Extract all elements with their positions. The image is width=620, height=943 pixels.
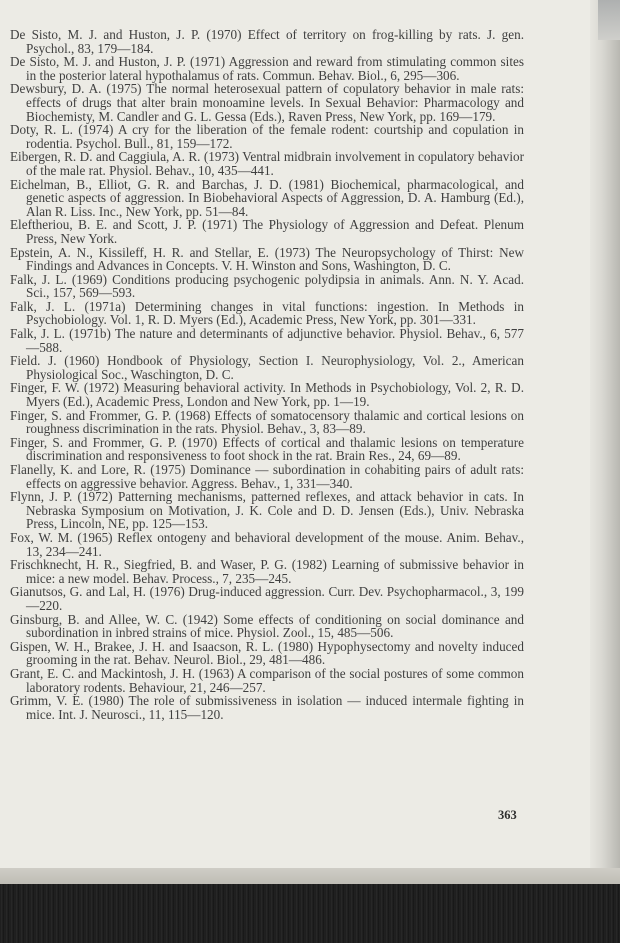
book-spine-shadow (590, 0, 620, 880)
reference-entry: Dewsbury, D. A. (1975) The normal heterosexual pattern of copulatory behavior in male rats: effects of drugs that alter brain monoamine levels. In Sexual Behavior: Pharmacology and Biochemisty, M. Candler and G. L. Gessa (Eds.), Raven Press, New York, pp. 169—179. (10, 81, 524, 124)
reference-entry: Eleftheriou, B. E. and Scott, J. P. (1971) The Physiology of Aggression and Defeat. Plenum Press, New York. (10, 217, 524, 246)
reference-entry: Ginsburg, B. and Allee, W. C. (1942) Some effects of conditioning on social dominance and subordination in inbred strains of mice. Physiol. Zool., 15, 485—506. (10, 611, 524, 641)
spine-corner (598, 0, 620, 40)
reference-entry: Finger, F. W. (1972) Measuring behavioral activity. In Methods in Psychobiology, Vol. 2, R. D. Myers (Ed.), Academic Press, London and New York, pp. 1—19. (10, 380, 524, 410)
reference-entry: Falk, J. L. (1969) Conditions producing psychogenic polydipsia in animals. Ann. N. Y. Acad. Sci., 157, 569—593. (10, 271, 524, 301)
reference-entry: Finger, S. and Frommer, G. P. (1970) Effects of cortical and thalamic lesions on temperature discrimination and responsiveness to foot shock in the rat. Brain Res., 24, 69—89. (10, 434, 524, 464)
reference-entry: Doty, R. L. (1974) A cry for the liberation of the female rodent: courtship and copulation in rodentia. Psychol. Bull., 81, 159—172. (10, 122, 524, 151)
reference-entry: Gispen, W. H., Brakee, J. H. and Isaacson, R. L. (1980) Hypophysectomy and novelty induced grooming in the rat. Behav. Neurol. Biol., 29, 481—486. (10, 638, 524, 668)
reference-entry: Epstein, A. N., Kissileff, H. R. and Stellar, E. (1973) The Neuropsychology of Thirst: New Findings and Advances in Concepts. V. H. Winston and Sons, Washington, D. C. (10, 244, 524, 274)
reference-entry: Eibergen, R. D. and Caggiula, A. R. (1973) Ventral midbrain involvement in copulatory behavior of the male rat. Physiol. Behav., 10, 435—441. (10, 149, 524, 178)
reference-entry: Falk, J. L. (1971a) Determining changes in vital functions: ingestion. In Methods in Psychobiology. Vol. 1, R. D. Myers (Ed.), Academic Press, New York, pp. 301—331. (10, 298, 524, 328)
page-number: 363 (498, 808, 517, 822)
reference-entry: Frischknecht, H. R., Siegfried, B. and Waser, P. G. (1982) Learning of submissive behavior in mice: a new model. Behav. Process., 7, 235—245. (10, 557, 524, 586)
book-page-edges (0, 884, 620, 943)
reference-entry: Grant, E. C. and Mackintosh, J. H. (1963) A comparison of the social postures of some common laboratory rodents. Behaviour, 21, 246—257. (10, 665, 524, 695)
reference-entry: Flanelly, K. and Lore, R. (1975) Dominance — subordination in cohabiting pairs of adult rats: effects on aggressive behavior. Aggress. Behav., 1, 331—340. (10, 462, 524, 491)
reference-entry: Gianutsos, G. and Lal, H. (1976) Drug-induced aggression. Curr. Dev. Psychopharmacol., 3, 199—220. (10, 584, 524, 613)
reference-entry: Finger, S. and Frommer, G. P. (1968) Effects of somatocensory thalamic and cortical lesions on roughness discrimination in the rats. Physiol. Behav., 3, 83—89. (10, 407, 524, 437)
reference-entry: De Sisto, M. J. and Huston, J. P. (1970) Effect of territory on frog-killing by rats. J. gen. Psychol., 83, 179—184. (10, 27, 524, 56)
reference-entry: Flynn, J. P. (1972) Patterning mechanisms, patterned reflexes, and attack behavior in cats. In Nebraska Symposium on Motivation, J. K. Cole and D. D. Jensen (Eds.), Univ. Nebraska Press, Lincoln, NE, pp. 125—153. (10, 489, 524, 532)
reference-entry: De Sisto, M. J. and Huston, J. P. (1971) Aggression and reward from stimulating common sites in the posterior lateral hypothalamus of rats. Commun. Behav. Biol., 6, 295—306. (10, 54, 524, 83)
reference-entry: Grimm, V. E. (1980) The role of submissiveness in isolation — induced intermale fighting in mice. Int. J. Neurosci., 11, 115—120. (10, 693, 524, 722)
reference-entry: Fox, W. M. (1965) Reflex ontogeny and behavioral development of the mouse. Anim. Behav., 13, 234—241. (10, 529, 524, 559)
reference-entry: Field. J. (1960) Hondbook of Physiology, Section I. Neurophysiology, Vol. 2., American Physiological Soc., Waschington, D. C. (10, 353, 524, 382)
reference-entry: Eichelman, B., Elliot, G. R. and Barchas, J. D. (1981) Biochemical, pharmacological, and genetic aspects of aggression. In Biobehavioral Aspects of Aggression, D. A. Hamburg (Ed.), Alan R. Liss. Inc., New York, pp. 51—84. (10, 176, 524, 219)
reference-list (10, 28, 524, 721)
reference-entry: Falk, J. L. (1971b) The nature and determinants of adjunctive behavior. Physiol. Behav., 6, 577—588. (10, 326, 524, 355)
